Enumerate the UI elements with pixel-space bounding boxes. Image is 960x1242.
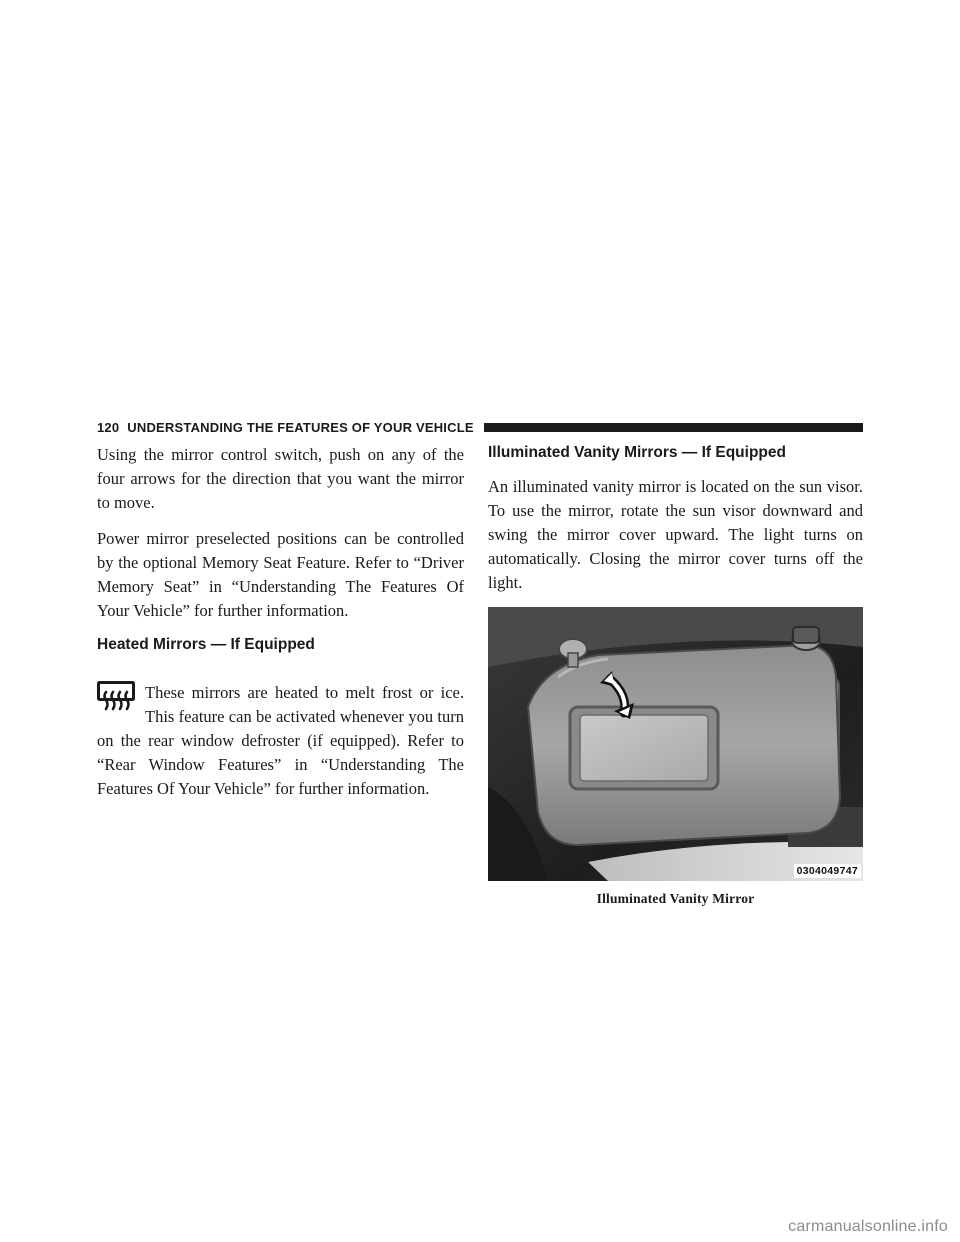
rear-defroster-icon bbox=[97, 681, 135, 711]
memory-seat-paragraph: Power mirror preselected positions can be controlled by the optional Memory Seat Feature. Refer to “Driver Memory Seat” in “Understanding The Features Of Your Vehicle” for further information. bbox=[97, 529, 464, 620]
heated-mirrors-heading: Heated Mirrors — If Equipped bbox=[97, 636, 315, 653]
figure-caption: Illuminated Vanity Mirror bbox=[596, 891, 755, 906]
vanity-mirrors-paragraph: An illuminated vanity mirror is located on the sun visor. To use the mirror, rotate the sun visor downward and swing the mirror cover upward. The light turns on automatically. Closing the mirror cover turns off the light. bbox=[488, 477, 863, 592]
vanity-mirrors-heading: Illuminated Vanity Mirrors — If Equipped bbox=[488, 444, 786, 461]
sun-visor-illustration bbox=[488, 607, 863, 881]
right-column bbox=[488, 443, 863, 907]
heated-mirrors-text: These mirrors are heated to melt frost or ice. This feature can be activated whenever you turn on the rear window defroster (if equipped). Refer to “Rear Window Features” in “Understanding The Features Of Your Vehicle” for further information. bbox=[97, 683, 464, 798]
watermark: carmanualsonline.info bbox=[788, 1218, 948, 1235]
left-column bbox=[97, 443, 464, 813]
vanity-mirror-figure bbox=[488, 607, 863, 881]
mirror-control-paragraph: Using the mirror control switch, push on any of the four arrows for the direction that you want the mirror to move. bbox=[97, 445, 464, 512]
page-number: 120 bbox=[97, 419, 120, 435]
header-rule bbox=[484, 423, 863, 432]
heated-mirrors-paragraph bbox=[97, 681, 464, 801]
running-head: UNDERSTANDING THE FEATURES OF YOUR VEHICLE bbox=[127, 419, 474, 435]
figure-code: 0304049747 bbox=[794, 864, 861, 878]
page-header bbox=[97, 419, 863, 435]
